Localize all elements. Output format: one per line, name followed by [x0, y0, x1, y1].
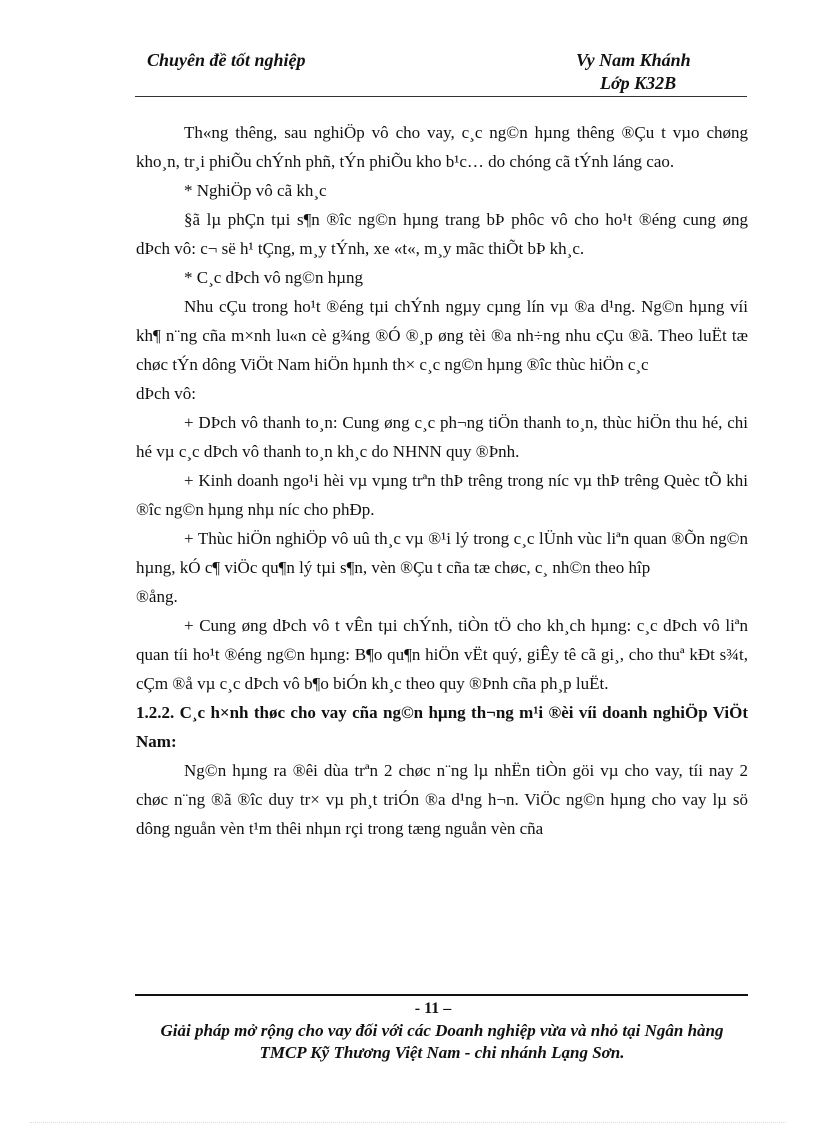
paragraph: * C¸c dÞch vô ng©n hµng	[184, 268, 364, 287]
paragraph: + Kinh doanh ngo¹i hèi vµ vµng trªn thÞ trêng trong níc vµ thÞ trêng Quèc tÕ khi ®îc ng©n hµng nhµ níc cho phÐp.	[136, 471, 748, 519]
paragraph: dÞch vô:	[136, 384, 196, 403]
footer-title: Giải pháp mở rộng cho vay đối với các Doanh nghiệp vừa và nhỏ tại Ngân hàng TMCP Kỹ Thương Việt Nam - chi nhánh Lạng Sơn.	[160, 1021, 724, 1062]
header-author: Vy Nam Khánh	[576, 50, 691, 70]
paragraph: Ng©n hµng ra ®êi dùa trªn 2 chøc n¨ng lµ nhËn tiÒn göi vµ cho vay, tíi nay 2 chøc n¨ng ®ã ®îc duy tr× vµ ph¸t triÓn ®a d¹ng h¬n. ViÖc ng©n hµng cho vay lµ sö dông nguån vèn t¹m thêi nhµn rçi trong tæng nguån vèn cña	[136, 761, 748, 838]
section-heading: 1.2.2. C¸c h×nh thøc cho vay cña ng©n hµng th¬ng m¹i ®èi víi doanh nghiÖp ViÖt Nam:	[136, 703, 748, 751]
header-left-title: Chuyên đề tốt nghiệp	[147, 50, 306, 70]
paragraph: §ã lµ phÇn tµi s¶n ®îc ng©n hµng trang bÞ phôc vô cho ho¹t ®éng cung øng dÞch vô: c¬ së h¹ tÇng, m¸y tÝnh, xe «t«, m¸y mãc thiÕt bÞ kh¸c.	[136, 210, 748, 258]
footer-divider	[135, 994, 748, 996]
paragraph: Th«ng thêng, sau nghiÖp vô cho vay, c¸c ng©n hµng thêng ®Çu t vµo chøng kho¸n, tr¸i phiÕu chÝnh phñ, tÝn phiÕu kho b¹c… do chóng cã tÝnh láng cao.	[136, 123, 748, 171]
header-divider	[135, 96, 747, 97]
paragraph: ®ång.	[136, 587, 178, 606]
header-class: Lớp K32B	[600, 73, 677, 93]
paragraph: + Cung øng dÞch vô t vÊn tµi chÝnh, tiÒn tÖ cho kh¸ch hµng: c¸c dÞch vô liªn quan tíi ho¹t ®éng ng©n hµng: B¶o qu¶n hiÖn vËt quý, giÊy tê cã gi¸, cho thuª kÐt s¾t, cÇm ®å vµ c¸c dÞch vô b¶o biÓn kh¸c theo quy ®Þnh cña ph¸p luËt.	[136, 616, 748, 693]
paragraph: + Thùc hiÖn nghiÖp vô uû th¸c vµ ®¹i lý trong c¸c lÜnh vùc liªn quan ®Õn ng©n hµng, kÓ c¶ viÖc qu¶n lý tµi s¶n, vèn ®Çu t cña tæ chøc, c¸ nh©n theo hîp	[136, 529, 748, 577]
paragraph: Nhu cÇu trong ho¹t ®éng tµi chÝnh ngµy cµng lín vµ ®a d¹ng. Ng©n hµng víi kh¶ n¨ng cña m×nh lu«n cè g¾ng ®Ó ®¸p øng tèi ®a nh÷ng nhu cÇu ®ã. Theo luËt tæ chøc tÝn dông ViÖt Nam hiÖn hµnh th× c¸c ng©n hµng ®îc thùc hiÖn c¸c	[136, 297, 748, 374]
page-number: - 11 –	[414, 1000, 452, 1017]
paragraph: * NghiÖp vô cã kh¸c	[184, 181, 327, 200]
document-body	[136, 118, 748, 843]
paragraph: + DÞch vô thanh to¸n: Cung øng c¸c ph¬ng tiÖn thanh to¸n, thùc hiÖn thu hé, chi hé vµ c¸c dÞch vô thanh to¸n kh¸c do NHNN quy ®Þnh.	[136, 413, 748, 461]
